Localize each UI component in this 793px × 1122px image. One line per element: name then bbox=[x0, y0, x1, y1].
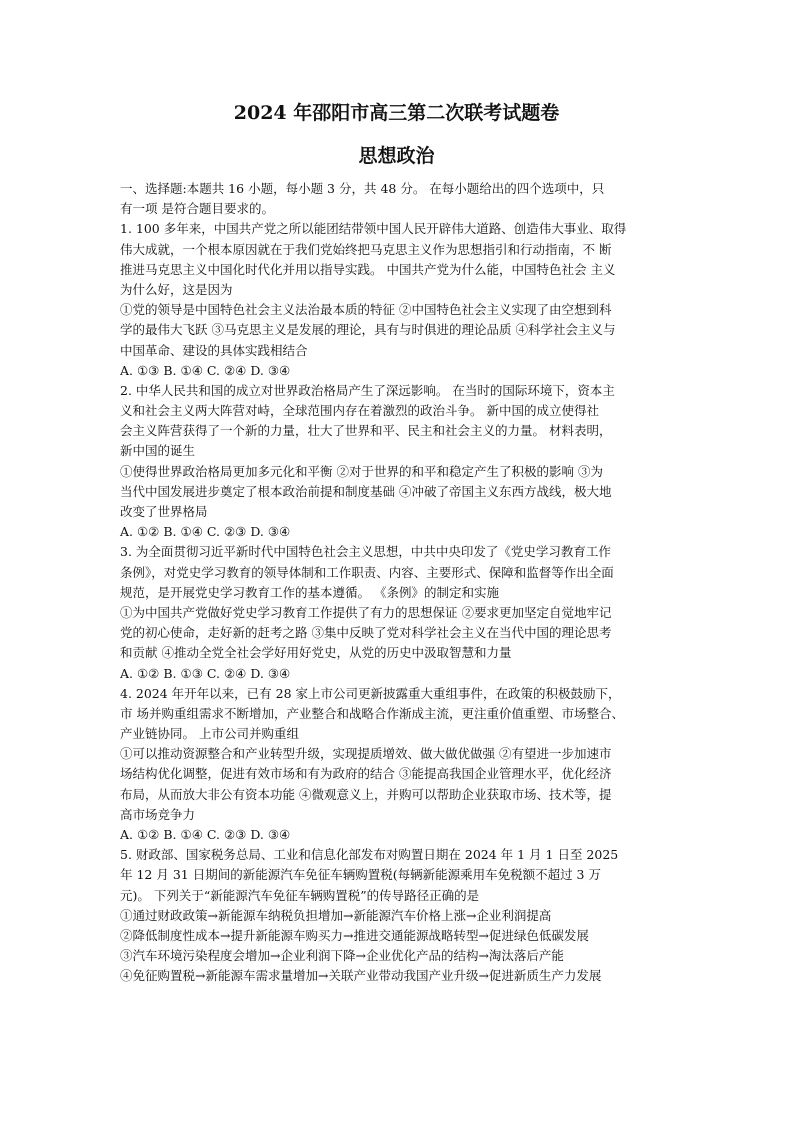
text-line: ②降低制度性成本→提升新能源车购买力→推进交通能源战略转型→促进绿色低碳发展 bbox=[120, 927, 589, 943]
text-line: ①党的领导是中国特色社会主义法治最本质的特征 ②中国特色社会主义实现了由空想到科 bbox=[120, 302, 612, 318]
text-line: 改变了世界格局 bbox=[120, 504, 208, 519]
question-body bbox=[120, 179, 676, 987]
answer-options: A. ①② B. ①③ C. ②④ D. ③④ bbox=[120, 665, 291, 681]
text-line: 新中国的诞生 bbox=[120, 443, 196, 459]
text-line: 为什么好，这是因为 bbox=[120, 281, 233, 297]
text-line: 和贡献 ④推动全党全社会学好用好党史，从党的历史中汲取智慧和力量 bbox=[120, 645, 512, 661]
text-line: 年 12 月 31 日期间的新能源汽车免征车辆购置税(每辆新能源乘用车免税额不超过 3 万 bbox=[120, 867, 601, 883]
text-line: 党的初心使命，走好新的赶考之路 ③集中反映了党对科学社会主义在当代中国的理论思考 bbox=[120, 625, 612, 641]
text-line: 4. 2024 年开年以来，已有 28 家上市公司更新披露重大重组事件，在政策的积极鼓励下， bbox=[120, 685, 621, 701]
text-line: 1. 100 多年来，中国共产党之所以能团结带领中国人民开辟伟大道路、创造伟大事业、取得 bbox=[120, 221, 627, 237]
text-line: 义和社会主义两大阵营对峙，全球范围内存在着激烈的政治斗争。 新中国的成立使得社 bbox=[120, 403, 599, 419]
text-line: 3. 为全面贯彻习近平新时代中国特色社会主义思想，中共中央印发了《党史学习教育工作 bbox=[120, 544, 611, 560]
text-line: 元)。 下列关于“新能源汽车免征车辆购置税”的传导路径正确的是 bbox=[120, 887, 480, 903]
text-line: 学的最伟大飞跃 ③马克思主义是发展的理论，具有与时俱进的理论品质 ④科学社会主义与 bbox=[120, 322, 616, 338]
text-line: 2. 中华人民共和国的成立对世界政治格局产生了深远影响。 在当时的国际环境下，资本主 bbox=[120, 382, 615, 398]
text-line: ①为中国共产党做好党史学习教育工作提供了有力的思想保证 ②要求更加坚定自觉地牢记 bbox=[120, 604, 612, 620]
answer-options: A. ①② B. ①④ C. ②③ D. ③④ bbox=[120, 524, 291, 540]
text-line: ③汽车环境污染程度会增加→企业利润下降→企业优化产品的结构→淘汰落后产能 bbox=[120, 948, 564, 964]
text-line: 伟大成就，一个根本原因就在于我们党始终把马克思主义作为思想指引和行动指南，不 断 bbox=[120, 241, 612, 257]
answer-options: A. ①③ B. ①④ C. ②④ D. ③④ bbox=[120, 362, 291, 378]
text-line: ①通过财政政策→新能源车纳税负担增加→新能源汽车价格上涨→企业利润提高 bbox=[120, 907, 552, 923]
text-line: 5. 财政部、国家税务总局、工业和信息化部发布对购置日期在 2024 年 1 月 1 日至 2025 bbox=[120, 847, 619, 863]
text-line: 推进马克思主义中国化时代化并用以指导实践。 中国共产党为什么能，中国特色社会 主义 bbox=[120, 261, 616, 277]
text-line: 场结构优化调整，促进有效市场和有为政府的结合 ③能提高我国企业管理水平，优化经济 bbox=[120, 766, 612, 782]
text-line: 高市场竞争力 bbox=[120, 806, 196, 822]
text-line: 市 场并购重组需求不断增加，产业整合和战略合作渐成主流，更注重价值重塑、市场整合、 bbox=[120, 705, 624, 721]
text-line: ④免征购置税→新能源车需求量增加→关联产业带动我国产业升级→促进新质生产力发展 bbox=[120, 968, 602, 984]
text-line: ①可以推动资源整合和产业转型升级，实现提质增效、做大做优做强 ②有望进一步加速市 bbox=[120, 746, 612, 762]
subject-title: 思想政治 bbox=[358, 145, 435, 167]
text-line: 当代中国发展进步奠定了根本政治前提和制度基础 ④冲破了帝国主义东西方战线，极大地 bbox=[120, 483, 612, 499]
text-line: 一、选择题:本题共 16 小题，每小题 3 分，共 48 分。 在每小题给出的四个选项中，只 bbox=[120, 181, 605, 196]
text-line: 规范，是开展党史学习教育工作的基本遵循。 《条例》的制定和实施 bbox=[120, 584, 499, 600]
text-line: ①使得世界政治格局更加多元化和平衡 ②对于世界的和平和稳定产生了积极的影响 ③为 bbox=[120, 463, 603, 479]
text-line: 中国革命、建设的具体实践相结合 bbox=[120, 342, 308, 358]
exam-title: 2024 年邵阳市高三第二次联考试题卷 bbox=[233, 102, 560, 124]
text-line: 有一项 是符合题目要求的。 bbox=[120, 201, 274, 217]
answer-options: A. ①② B. ①④ C. ②③ D. ③④ bbox=[120, 827, 291, 842]
text-line: 会主义阵营获得了一个新的力量，壮大了世界和平、民主和社会主义的力量。 材料表明， bbox=[120, 423, 612, 439]
text-line: 布局，从而放大非公有资本功能 ④微观意义上，并购可以帮助企业获取市场、技术等，提 bbox=[120, 786, 612, 802]
text-line: 条例》，对党史学习教育的领导体制和工作职责、内容、主要形式、保障和监督等作出全面 bbox=[120, 564, 614, 580]
text-line: 产业链协同。 上市公司并购重组 bbox=[120, 726, 299, 742]
